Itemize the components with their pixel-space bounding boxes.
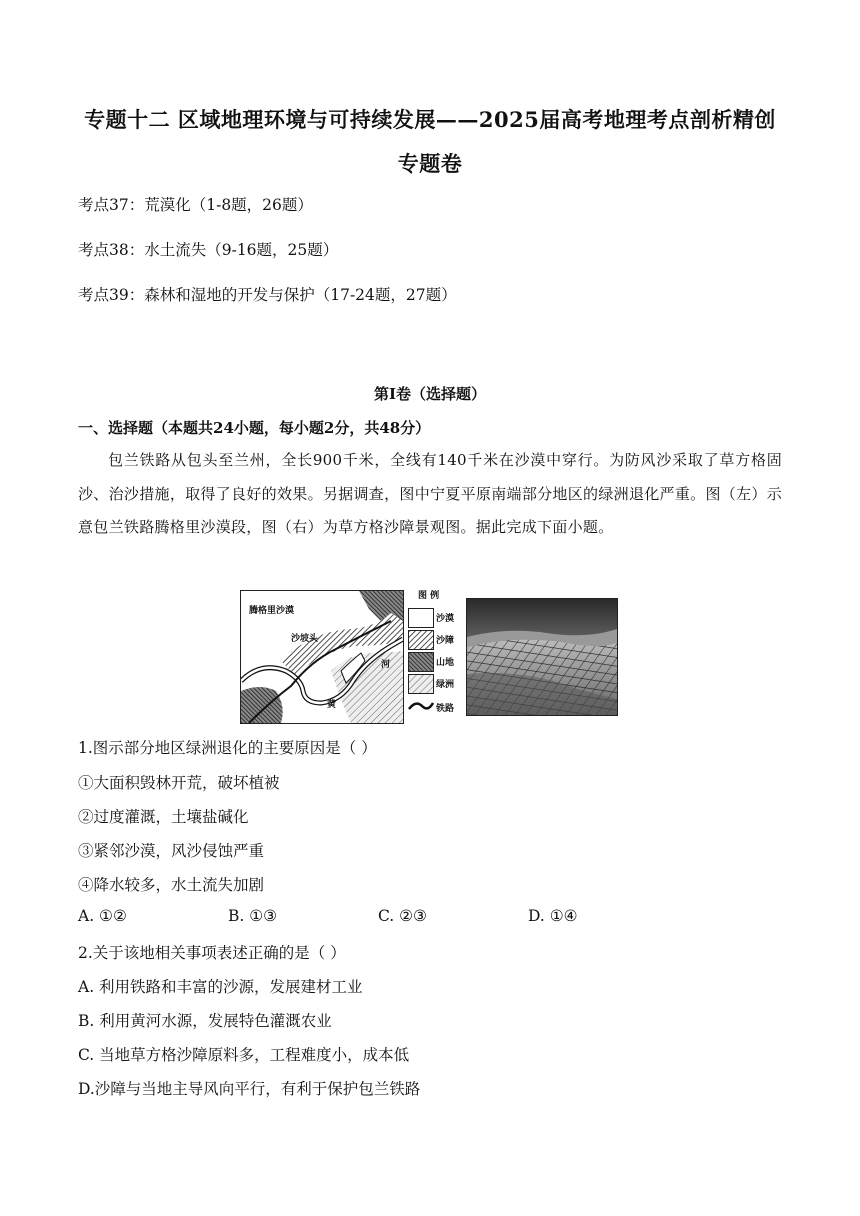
railway-map	[240, 590, 404, 724]
legend-label: 沙障	[436, 636, 455, 646]
kaodian-38: 考点38：水土流失（9-16题，25题）	[78, 241, 339, 259]
page-title-continued: 专题卷	[397, 151, 463, 176]
landscape-photo-graphic	[467, 599, 617, 715]
q2-option-d[interactable]: D.沙障与当地主导风向平行，有利于保护包兰铁路	[78, 1080, 421, 1098]
page-title: 专题十二 区域地理环境与可持续发展——2025届高考地理考点剖析精创	[84, 107, 776, 132]
legend-title: 图 例	[418, 591, 440, 601]
q1-statement-2: ②过度灌溉，土壤盐碱化	[78, 808, 249, 826]
legend-label: 绿洲	[436, 680, 455, 690]
q1-statement-1: ①大面积毁林开荒，破坏植被	[78, 774, 280, 792]
section-heading: 一、选择题（本题共24小题，每小题2分，共48分）	[78, 419, 431, 437]
legend-swatch	[408, 608, 434, 628]
passage-text: 包兰铁路从包头至兰州，全长900千米，全线有140千米在沙漠中穿行。为防风沙采取了草方格固沙、治沙措施，取得了良好的效果。另据调查，图中宁夏平原南端部分地区的绿洲退化严重。图（左）示意包兰铁路腾格里沙漠段，图（右）为草方格沙障景观图。据此完成下面小题。	[78, 451, 782, 537]
sand-barrier-photo	[466, 598, 618, 716]
q1-option-a[interactable]: A. ①②	[78, 907, 127, 925]
question-1-stem: 1.图示部分地区绿洲退化的主要原因是（ ）	[78, 739, 377, 757]
legend-swatch	[408, 674, 434, 694]
map-label-river-huang: 黄	[327, 700, 337, 710]
map-label-desert: 腾格里沙漠	[249, 606, 295, 616]
legend-item-mountain	[406, 652, 464, 672]
legend-label: 铁路	[436, 704, 455, 714]
legend-label: 沙漠	[436, 614, 455, 624]
q2-option-b[interactable]: B. 利用黄河水源，发展特色灌溉农业	[78, 1012, 332, 1030]
legend-swatch	[408, 652, 434, 672]
map-label-river-he: 河	[381, 660, 391, 670]
figure	[240, 588, 616, 724]
legend-item-oasis	[406, 674, 464, 694]
kaodian-37: 考点37：荒漠化（1-8题，26题）	[78, 196, 313, 214]
q1-option-c[interactable]: C. ②③	[378, 907, 427, 925]
legend-item-barrier	[406, 630, 464, 650]
q2-option-c[interactable]: C. 当地草方格沙障原料多，工程难度小，成本低	[78, 1046, 410, 1064]
legend-item-railway	[406, 698, 464, 718]
q1-option-b[interactable]: B. ①③	[228, 907, 278, 925]
kaodian-39: 考点39：森林和湿地的开发与保护（17-24题，27题）	[78, 286, 457, 304]
railway-line-icon	[408, 700, 434, 712]
q1-statement-4: ④降水较多，水土流失加剧	[78, 876, 265, 894]
legend-swatch	[408, 630, 434, 650]
question-2-stem: 2.关于该地相关事项表述正确的是（ ）	[78, 944, 346, 962]
q1-option-d[interactable]: D. ①④	[528, 907, 578, 925]
volume-heading: 第I卷（选择题）	[373, 385, 487, 403]
map-label-town: 沙坡头	[291, 634, 319, 644]
legend-label: 山地	[436, 658, 455, 668]
legend-item-desert	[406, 608, 464, 628]
q1-statement-3: ③紧邻沙漠，风沙侵蚀严重	[78, 842, 265, 860]
q2-option-a[interactable]: A. 利用铁路和丰富的沙源，发展建材工业	[78, 978, 363, 996]
map-legend	[406, 588, 462, 724]
